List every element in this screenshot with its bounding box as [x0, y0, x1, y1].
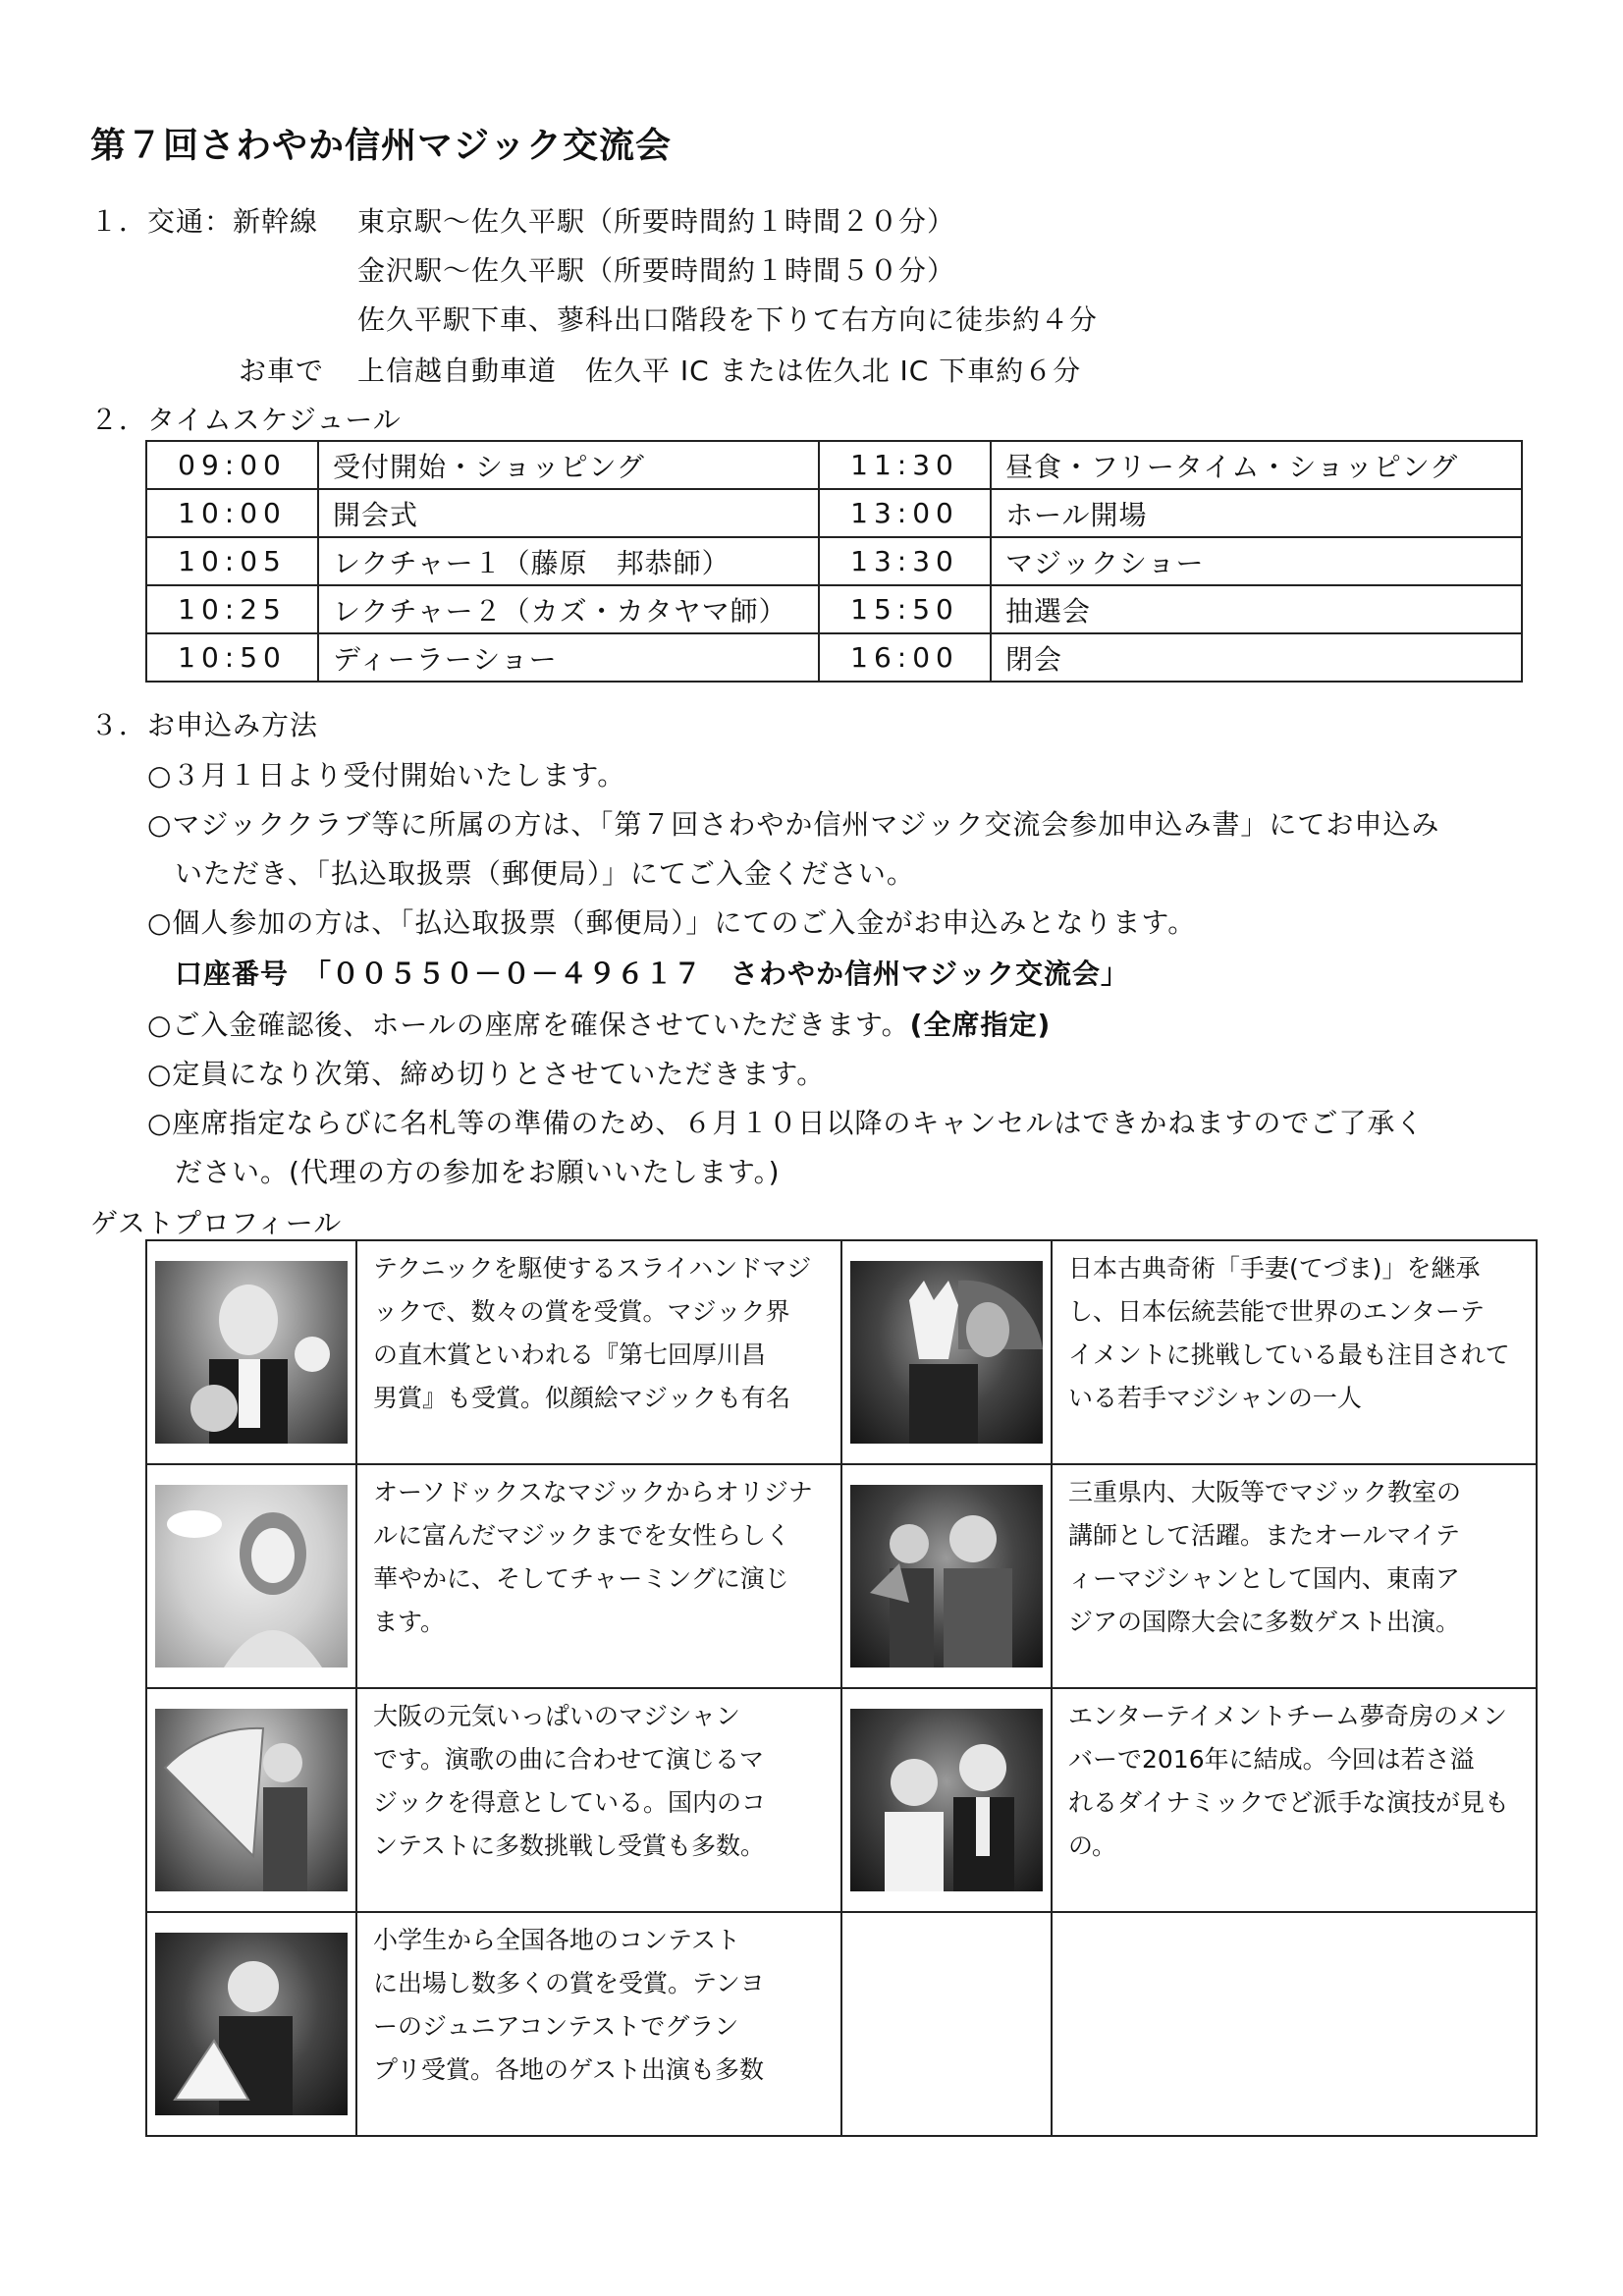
schedule-heading: ２．タイムスケジュール	[90, 404, 402, 436]
guest-desc-4	[1052, 1464, 1537, 1688]
guest-desc-1	[356, 1240, 841, 1464]
guest-photo-cell	[146, 1688, 356, 1912]
guest-desc-3	[356, 1464, 841, 1688]
guest-row	[146, 1912, 1537, 2136]
guest-desc-line: 大阪の元気いっぱいのマジシャン	[373, 1702, 740, 1730]
guest-desc-line: 講師として活躍。またオールマイテ	[1068, 1521, 1461, 1550]
empty-cell	[1052, 1912, 1537, 2136]
guest-photo-dove-magician	[155, 1485, 348, 1667]
guest-photo-cell	[146, 1912, 356, 2136]
schedule-time: 10:05	[146, 537, 318, 585]
application-line-5-text: ○ご入金確認後、ホールの座席を確保させていただきます。	[147, 1009, 910, 1041]
guest-row	[146, 1464, 1537, 1688]
guest-desc-line: ンテストに多数挑戦し受賞も多数。	[373, 1831, 766, 1860]
schedule-time: 13:30	[819, 537, 991, 585]
schedule-time: 10:50	[146, 633, 318, 682]
guest-desc-line: の。	[1068, 1831, 1117, 1860]
page-title: 第７回さわやか信州マジック交流会	[90, 126, 673, 166]
schedule-time: 09:00	[146, 441, 318, 489]
guest-photo-cell	[841, 1688, 1052, 1912]
guest-desc-line: 日本古典奇術「手妻(てづま)」を継承	[1068, 1254, 1481, 1283]
application-line-8: ださい。(代理の方の参加をお願いいたします。)	[175, 1156, 781, 1188]
application-line-2: ○マジッククラブ等に所属の方は、「第７回さわやか信州マジック交流会参加申込み書」にてお申込み	[147, 808, 1440, 841]
schedule-table	[145, 440, 1523, 683]
guest-desc-line: バーで2016年に結成。今回は若さ溢	[1068, 1745, 1475, 1774]
empty-cell	[841, 1912, 1052, 2136]
guest-photo-cell	[146, 1240, 356, 1464]
schedule-event: 抽選会	[991, 585, 1522, 633]
schedule-row	[146, 441, 1522, 489]
guest-desc-line: し、日本伝統芸能で世界のエンターテ	[1068, 1297, 1486, 1326]
schedule-time: 10:00	[146, 489, 318, 537]
guest-desc-line: エンターテイメントチーム夢奇房のメン	[1068, 1702, 1508, 1730]
application-line-6: ○定員になり次第、締め切りとさせていただきます。	[147, 1058, 826, 1090]
schedule-event: ホール開場	[991, 489, 1522, 537]
schedule-event: 開会式	[318, 489, 819, 537]
schedule-event: マジックショー	[991, 537, 1522, 585]
guest-desc-line: ーのジュニアコンテストでグラン	[373, 2012, 739, 2041]
application-heading: ３．お申込み方法	[90, 709, 319, 741]
transport-heading: １．交通：新幹線	[90, 205, 319, 238]
schedule-event: 受付開始・ショッピング	[318, 441, 819, 489]
schedule-time: 11:30	[819, 441, 991, 489]
transport-route-tokyo: 東京駅～佐久平駅（所要時間約１時間２０分）	[357, 205, 956, 238]
guest-photo-fan-magician	[155, 1709, 348, 1891]
guest-heading: ゲストプロフィール	[90, 1207, 343, 1239]
guest-desc-line: に出場し数多くの賞を受賞。テンヨ	[373, 1969, 765, 1997]
account-number: 口座番号 「００５５０－０－４９６１７ さわやか信州マジック交流会」	[175, 957, 1130, 990]
guest-desc-line: いる若手マジシャンの一人	[1068, 1384, 1362, 1412]
guest-desc-7	[356, 1912, 841, 2136]
guest-desc-line: ルに富んだマジックまでを女性らしく	[373, 1521, 791, 1550]
guest-desc-5	[356, 1688, 841, 1912]
guest-desc-line: 小学生から全国各地のコンテスト	[373, 1926, 741, 1954]
guest-desc-line: です。演歌の曲に合わせて演じるマ	[373, 1745, 765, 1774]
schedule-event: 昼食・フリータイム・ショッピング	[991, 441, 1522, 489]
guest-desc-line: 華やかに、そしてチャーミングに演じ	[373, 1564, 789, 1593]
all-seats-reserved: (全席指定)	[909, 1009, 1052, 1041]
guest-desc-line: ます。	[373, 1608, 446, 1636]
guest-desc-line: の直木賞といわれる『第七回厚川昌	[373, 1340, 767, 1369]
guest-photo-cell	[146, 1464, 356, 1688]
schedule-row	[146, 585, 1522, 633]
application-line-1: ○３月１日より受付開始いたします。	[147, 759, 626, 792]
guest-photo-fox-mask	[850, 1261, 1043, 1444]
application-line-4: ○個人参加の方は、「払込取扱票（郵便局）」にてのご入金がお申込みとなります。	[147, 906, 1197, 939]
guest-desc-line: テクニックを駆使するスライハンドマジ	[373, 1254, 812, 1283]
guest-desc-line: プリ受賞。各地のゲスト出演も多数	[373, 2055, 765, 2084]
guest-photo-young-magician	[155, 1933, 348, 2115]
schedule-time: 13:00	[819, 489, 991, 537]
guest-profile-table	[145, 1239, 1538, 2137]
guest-photo-magician-cards	[155, 1261, 348, 1444]
guest-desc-6	[1052, 1688, 1537, 1912]
application-line-7: ○座席指定ならびに名札等の準備のため、６月１０日以降のキャンセルはできかねますのでご了承く	[147, 1107, 1425, 1139]
guest-photo-cell	[841, 1240, 1052, 1464]
guest-photo-duo-performers	[850, 1485, 1043, 1667]
transport-walk: 佐久平駅下車、蓼科出口階段を下りて右方向に徒歩約４分	[357, 303, 1099, 336]
guest-row	[146, 1688, 1537, 1912]
guest-desc-line: れるダイナミックでど派手な演技が見も	[1068, 1788, 1510, 1817]
guest-row	[146, 1240, 1537, 1464]
schedule-event: ディーラーショー	[318, 633, 819, 682]
schedule-event: レクチャー２（カズ・カタヤマ師）	[318, 585, 819, 633]
schedule-time: 15:50	[819, 585, 991, 633]
guest-photo-cell	[841, 1464, 1052, 1688]
schedule-time: 10:25	[146, 585, 318, 633]
schedule-row	[146, 633, 1522, 682]
application-line-3: いただき、「払込取扱票（郵便局）」にてご入金ください。	[175, 857, 915, 890]
guest-desc-line: 三重県内、大阪等でマジック教室の	[1068, 1478, 1462, 1506]
guest-desc-line: ィーマジシャンとして国内、東南ア	[1068, 1564, 1460, 1593]
application-line-5	[147, 1004, 1051, 1043]
guest-desc-2	[1052, 1240, 1537, 1464]
transport-car: 上信越自動車道 佐久平 IC または佐久北 IC 下車約６分	[357, 355, 1082, 387]
guest-photo-team-duo	[850, 1709, 1043, 1891]
guest-desc-line: ックで、数々の賞を受賞。マジック界	[373, 1297, 790, 1326]
guest-desc-line: イメントに挑戦している最も注目されて	[1068, 1340, 1510, 1369]
guest-desc-line: ジックを得意としている。国内のコ	[373, 1788, 767, 1817]
schedule-time: 16:00	[819, 633, 991, 682]
transport-route-kanazawa: 金沢駅～佐久平駅（所要時間約１時間５０分）	[357, 254, 956, 287]
guest-desc-line: 男賞』も受賞。似顔絵マジックも有名	[373, 1384, 791, 1412]
guest-desc-line: ジアの国際大会に多数ゲスト出演。	[1068, 1608, 1461, 1636]
guest-desc-line: オーソドックスなマジックからオリジナ	[373, 1478, 813, 1506]
schedule-event: 閉会	[991, 633, 1522, 682]
schedule-event: レクチャー１（藤原 邦恭師）	[318, 537, 819, 585]
schedule-row	[146, 489, 1522, 537]
schedule-row	[146, 537, 1522, 585]
transport-car-label: お車で	[239, 355, 325, 387]
